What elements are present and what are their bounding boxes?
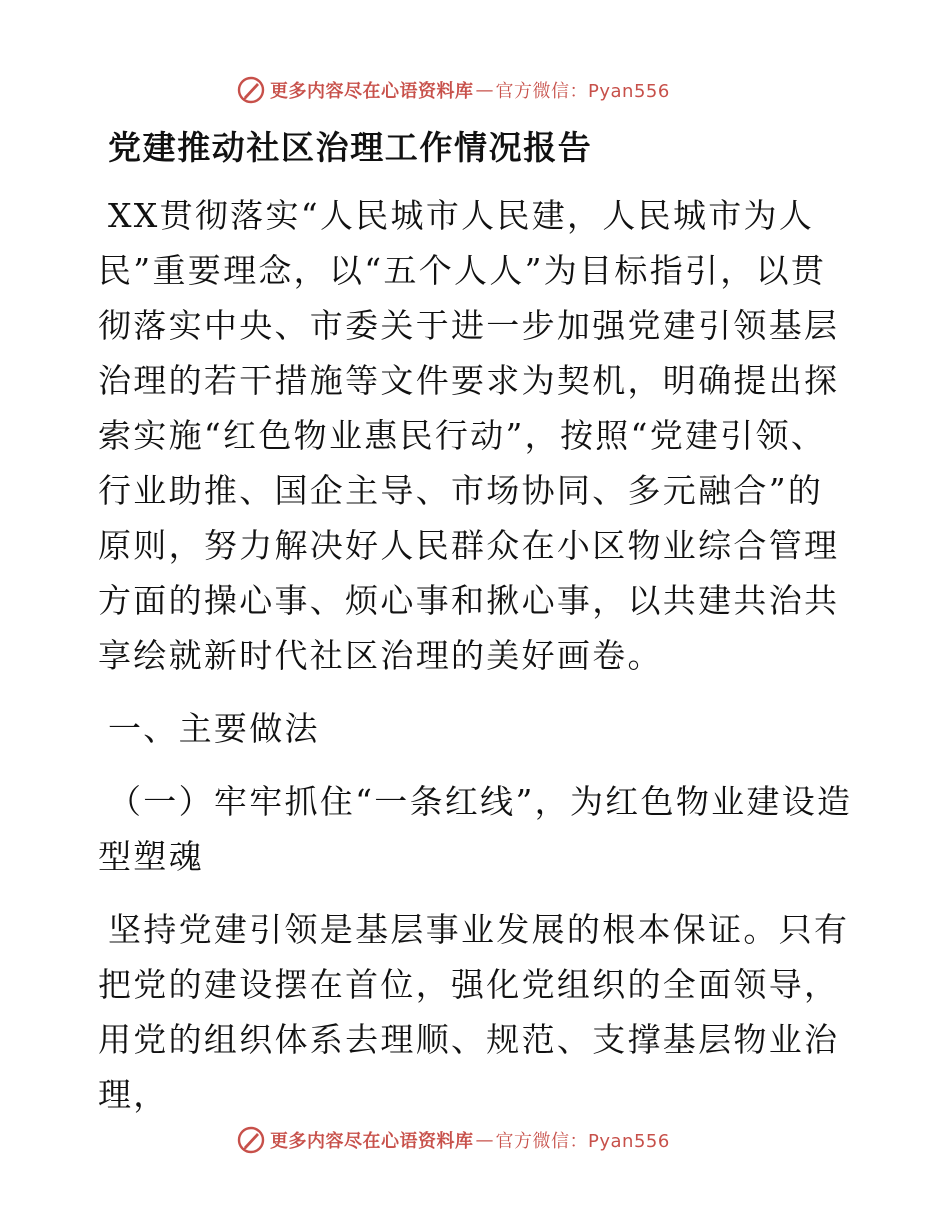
footer-watermark (236, 1123, 670, 1157)
watermark-sub-text: 官方微信：Pyan556 (495, 1131, 670, 1152)
document-body (98, 120, 858, 1122)
watermark-main-text: 更多内容尽在心语资料库 (270, 81, 474, 102)
subsection-heading: （一）牢牢抓住“一条红线”，为红色物业建设造型塑魂 (98, 782, 853, 876)
watermark-sub-text: 官方微信：Pyan556 (495, 81, 670, 102)
section-heading: 一、主要做法 (108, 709, 320, 748)
watermark-main-text: 更多内容尽在心语资料库 (270, 1131, 474, 1152)
quill-pen-logo-icon (236, 75, 266, 105)
watermark-separator: — (475, 79, 494, 101)
watermark-separator: — (475, 1129, 494, 1151)
header-watermark (236, 73, 670, 107)
body-paragraph: 坚持党建引领是基层事业发展的根本保证。只有把党的建设摆在首位，强化党组织的全面领导，用党的组织体系去理顺、规范、支撑基层物业治理， (98, 910, 850, 1114)
document-title: 党建推动社区治理工作情况报告 (108, 128, 593, 167)
quill-pen-logo-icon (236, 1125, 266, 1155)
intro-paragraph: XX贯彻落实“人民城市人民建，人民城市为人民”重要理念，以“五个人人”为目标指引，以贯彻落实中央、市委关于进一步加强党建引领基层治理的若干措施等文件要求为契机，明确提出探索实施“红色物业惠民行动”，按照“党建引领、行业助推、国企主导、市场协同、多元融合”的原则，努力解决好人民群众在小区物业综合管理方面的操心事、烦心事和揪心事，以共建共治共享绘就新时代社区治理的美好画卷。 (98, 196, 840, 675)
